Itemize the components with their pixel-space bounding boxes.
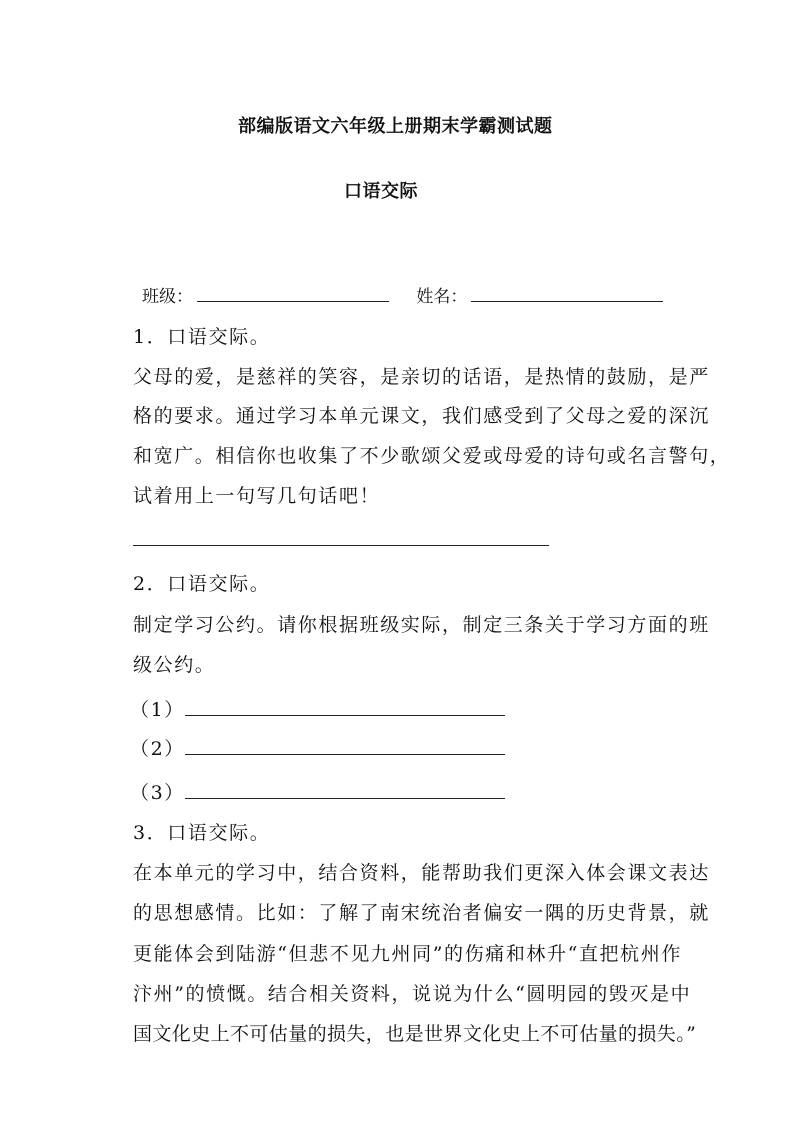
question-3-line: 国文化史上不可估量的损失，也是世界文化史上不可估量的损失。” — [133, 1023, 697, 1045]
name-blank[interactable] — [471, 301, 663, 302]
student-info-row — [142, 282, 663, 307]
class-label: 班级： — [142, 287, 193, 307]
item-number: （2） — [130, 738, 185, 760]
question-2-item — [130, 734, 505, 761]
item-number: （1） — [130, 699, 185, 721]
question-1-heading: 1．口语交际。 — [133, 326, 271, 348]
question-2-heading: 2．口语交际。 — [133, 573, 271, 595]
question-1-line: 父母的爱，是慈祥的笑容，是亲切的话语，是热情的鼓励，是严 — [133, 366, 710, 388]
item-number: （3） — [130, 782, 185, 804]
question-1-line: 和宽广。相信你也收集了不少歌颂父爱或母爱的诗句或名言警句， — [133, 445, 731, 467]
question-3-line: 的思想感情。比如：了解了南宋统治者偏安一隅的历史背景，就 — [133, 902, 710, 924]
page-title: 部编版语文六年级上册期末学霸测试题 — [238, 116, 553, 137]
question-1-answer-line[interactable] — [133, 545, 549, 546]
question-3-line: 在本单元的学习中，结合资料，能帮助我们更深入体会课文表达 — [133, 862, 710, 884]
item-answer-line[interactable] — [185, 798, 505, 799]
item-answer-line[interactable] — [185, 715, 505, 716]
page-subtitle: 口语交际 — [344, 181, 418, 202]
class-blank[interactable] — [197, 301, 389, 302]
name-label: 姓名： — [416, 287, 468, 307]
question-3-line: 更能体会到陆游“但悲不见九州同”的伤痛和林升“直把杭州作 — [133, 943, 682, 965]
question-3-heading: 3．口语交际。 — [133, 822, 271, 844]
question-2-line: 级公约。 — [133, 654, 216, 676]
question-2-line: 制定学习公约。请你根据班级实际，制定三条关于学习方面的班 — [133, 614, 710, 636]
question-2-item — [130, 778, 505, 805]
question-2-item — [130, 695, 505, 722]
item-answer-line[interactable] — [185, 754, 505, 755]
question-3-line: 汴州”的愤慨。结合相关资料，说说为什么“圆明园的毁灭是中 — [133, 983, 692, 1005]
question-1-line: 试着用上一句写几句话吧！ — [133, 485, 381, 507]
question-1-line: 格的要求。通过学习本单元课文，我们感受到了父母之爱的深沉 — [133, 405, 710, 427]
